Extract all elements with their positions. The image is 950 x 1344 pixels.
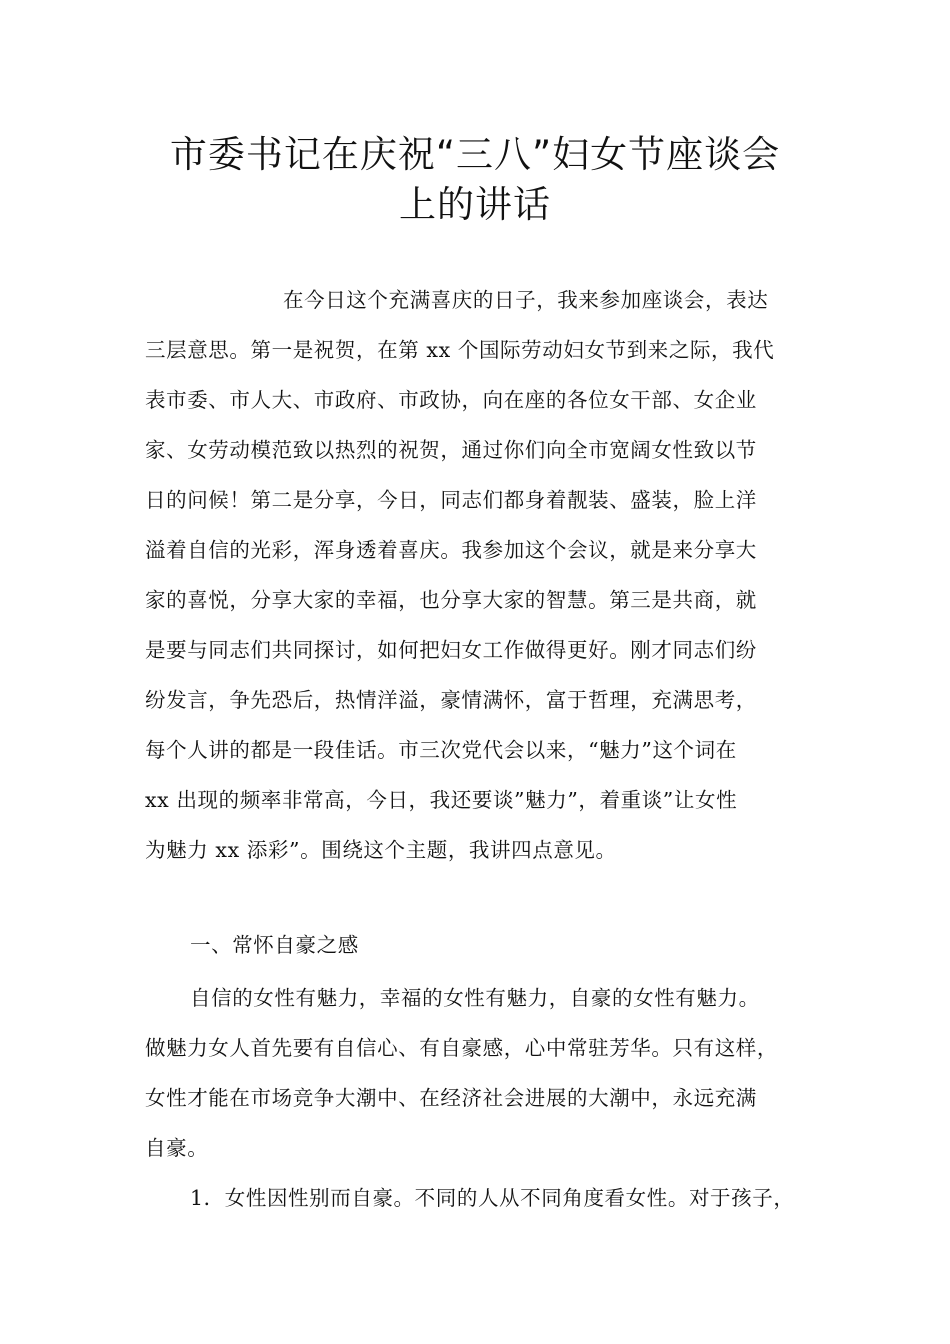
intro-line-12: 为魅力 xx 添彩”。围绕这个主题，我讲四点意见。 bbox=[145, 838, 617, 862]
intro-line-7: 家的喜悦，分享大家的幸福，也分享大家的智慧。第三是共商，就 bbox=[145, 588, 757, 612]
intro-line-3: 表市委、市人大、市政府、市政协，向在座的各位女干部、女企业 bbox=[145, 388, 757, 412]
section-line-1: 自信的女性有魅力，幸福的女性有魅力，自豪的女性有魅力。 bbox=[190, 986, 760, 1010]
section-heading: 一、常怀自豪之感 bbox=[190, 933, 359, 957]
intro-line-9: 纷发言，争先恐后，热情洋溢，豪情满怀，富于哲理，充满思考， bbox=[145, 688, 757, 712]
intro-line-1: 在今日这个充满喜庆的日子，我来参加座谈会，表达 bbox=[283, 288, 769, 312]
numbered-item-1: 1．女性因性别而自豪。不同的人从不同角度看女性。对于孩子， bbox=[190, 1186, 795, 1210]
document-title-line-2: 上的讲话 bbox=[399, 183, 551, 226]
document-title-line-1: 市委书记在庆祝“三八”妇女节座谈会 bbox=[169, 133, 781, 176]
section-line-3: 女性才能在市场竞争大潮中、在经济社会进展的大潮中，永远充满 bbox=[145, 1086, 757, 1110]
intro-line-11: xx 出现的频率非常高，今日，我还要谈”魅力”，着重谈”让女性 bbox=[145, 788, 738, 812]
intro-line-8: 是要与同志们共同探讨，如何把妇女工作做得更好。刚才同志们纷 bbox=[145, 638, 757, 662]
section-line-4: 自豪。 bbox=[145, 1136, 209, 1160]
intro-line-5: 日的问候！第二是分享，今日，同志们都身着靓装、盛装，脸上洋 bbox=[145, 488, 757, 512]
intro-line-4: 家、女劳动模范致以热烈的祝贺，通过你们向全市宽阔女性致以节 bbox=[145, 438, 757, 462]
intro-line-6: 溢着自信的光彩，浑身透着喜庆。我参加这个会议，就是来分享大 bbox=[145, 538, 757, 562]
intro-line-2: 三层意思。第一是祝贺，在第 xx 个国际劳动妇女节到来之际，我代 bbox=[145, 338, 775, 362]
section-line-2: 做魅力女人首先要有自信心、有自豪感，心中常驻芳华。只有这样， bbox=[145, 1036, 778, 1060]
intro-line-10: 每个人讲的都是一段佳话。市三次党代会以来，“魅力”这个词在 bbox=[145, 738, 737, 762]
